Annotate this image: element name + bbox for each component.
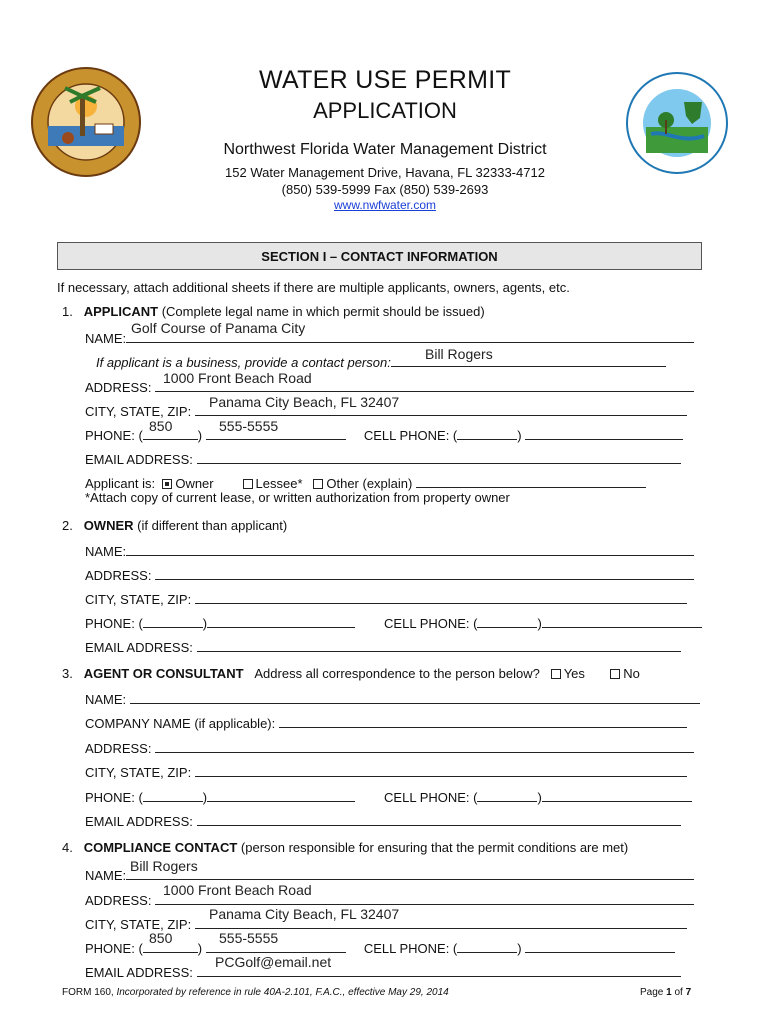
lessee-checkbox[interactable]	[243, 479, 253, 489]
phone-label: PHONE: (	[85, 941, 143, 956]
agent-number: 3.	[62, 666, 73, 681]
agent-address-row	[85, 739, 694, 756]
agent-area-field[interactable]	[143, 788, 203, 802]
applicant-heading	[62, 304, 485, 319]
owner-phone-row: PHONE: ( ) CELL PHONE: ( )	[85, 614, 702, 631]
page-label: Page	[640, 987, 664, 998]
agent-company-field[interactable]	[279, 714, 687, 728]
compliance-name-value: Bill Rogers	[130, 858, 198, 874]
owner-name-row	[85, 542, 694, 559]
csz-label: CITY, STATE, ZIP:	[85, 917, 192, 932]
page-total: 7	[685, 987, 692, 998]
applicant-cell-field[interactable]	[525, 426, 683, 440]
applicant-cell-area-field[interactable]	[457, 426, 517, 440]
owner-note: (if different than applicant)	[137, 518, 288, 533]
cell-label: CELL PHONE: (	[384, 790, 478, 805]
applicant-is-label: Applicant is:	[85, 476, 156, 491]
compliance-phone-value: 555-5555	[219, 930, 279, 946]
agent-csz-row	[85, 763, 687, 780]
applicant-phone-row: PHONE: ( ) CELL PHONE: ( )	[85, 426, 683, 443]
organization-name: Northwest Florida Water Management District	[223, 141, 547, 158]
applicant-number: 1.	[62, 304, 73, 319]
organization-address: 152 Water Management Drive, Havana, FL 32333-4712	[225, 165, 545, 180]
name-label: NAME:	[85, 544, 127, 559]
owner-phone-field[interactable]	[207, 614, 355, 628]
compliance-title: COMPLIANCE CONTACT	[83, 840, 238, 855]
owner-address-row	[85, 566, 694, 583]
name-label: NAME:	[85, 692, 127, 707]
email-label: EMAIL ADDRESS:	[85, 452, 193, 467]
owner-checkbox[interactable]	[162, 479, 172, 489]
agent-email-row	[85, 812, 681, 829]
address-label: ADDRESS:	[85, 568, 152, 583]
name-label: NAME:	[85, 331, 127, 346]
compliance-address-value: 1000 Front Beach Road	[163, 882, 312, 898]
cell-label: CELL PHONE: (	[384, 616, 478, 631]
yes-label: Yes	[563, 666, 585, 681]
page-number: 1	[666, 987, 672, 998]
contact-label: If applicant is a business, provide a contact person:	[96, 355, 391, 370]
compliance-name-field[interactable]	[126, 866, 694, 880]
owner-cell-field[interactable]	[542, 614, 702, 628]
agent-phone-field[interactable]	[207, 788, 355, 802]
owner-name-field[interactable]	[126, 542, 694, 556]
page-indicator	[640, 987, 691, 998]
email-label: EMAIL ADDRESS:	[85, 965, 193, 980]
applicant-type-row	[85, 474, 646, 491]
compliance-csz-value: Panama City Beach, FL 32407	[209, 906, 400, 922]
compliance-email-value: PCGolf@email.net	[215, 954, 332, 970]
agent-phone-row: PHONE: ( ) CELL PHONE: ( )	[85, 788, 692, 805]
incorporation-note: Incorporated by reference in rule 40A-2.101, F.A.C., effective May 29, 2014	[116, 987, 449, 998]
cell-label: CELL PHONE: (	[363, 941, 458, 956]
agent-email-field[interactable]	[197, 812, 681, 826]
email-label: EMAIL ADDRESS:	[85, 814, 193, 829]
name-label: NAME:	[85, 868, 127, 883]
applicant-address-value: 1000 Front Beach Road	[163, 370, 312, 386]
owner-cell-area-field[interactable]	[477, 614, 537, 628]
owner-email-row	[85, 638, 681, 655]
compliance-area-code: 850	[149, 930, 173, 946]
applicant-title: APPLICANT	[83, 304, 159, 319]
owner-option-label: Owner	[175, 476, 214, 491]
applicant-name-value: Golf Course of Panama City	[131, 320, 306, 336]
form-subtitle: APPLICATION	[313, 98, 457, 123]
owner-area-field[interactable]	[143, 614, 203, 628]
owner-title: OWNER	[83, 518, 134, 533]
agent-cell-field[interactable]	[542, 788, 692, 802]
form-number: FORM 160,	[62, 987, 114, 998]
other-option-label: Other (explain)	[326, 476, 413, 491]
lessee-option-label: Lessee*	[255, 476, 303, 491]
compliance-cell-field[interactable]	[525, 939, 675, 953]
applicant-phone-value: 555-5555	[219, 418, 279, 434]
phone-label: PHONE: (	[85, 428, 143, 443]
owner-address-field[interactable]	[155, 566, 694, 580]
company-label: COMPANY NAME (if applicable):	[85, 716, 276, 731]
applicant-email-row	[85, 450, 681, 467]
yes-checkbox[interactable]	[551, 669, 561, 679]
organization-phones: (850) 539-5999 Fax (850) 539-2693	[281, 182, 489, 197]
owner-csz-row	[85, 590, 687, 607]
applicant-contact-row	[96, 353, 666, 370]
applicant-note: (Complete legal name in which permit should be issued)	[161, 304, 485, 319]
footer-form-note	[62, 987, 449, 998]
csz-label: CITY, STATE, ZIP:	[85, 765, 192, 780]
owner-number: 2.	[62, 518, 73, 533]
form-title: WATER USE PERMIT	[258, 66, 512, 94]
applicant-email-field[interactable]	[197, 450, 681, 464]
compliance-heading	[62, 840, 628, 855]
compliance-cell-area-field[interactable]	[457, 939, 517, 953]
address-label: ADDRESS:	[85, 741, 152, 756]
phone-label: PHONE: (	[85, 616, 143, 631]
cell-label: CELL PHONE: (	[363, 428, 458, 443]
page-of: of	[674, 987, 683, 998]
csz-label: CITY, STATE, ZIP:	[85, 404, 192, 419]
email-label: EMAIL ADDRESS:	[85, 640, 193, 655]
agent-name-row	[85, 690, 700, 707]
owner-heading	[62, 518, 287, 533]
no-label: No	[623, 666, 640, 681]
agent-name-field[interactable]	[130, 690, 700, 704]
agent-heading	[62, 666, 640, 681]
other-checkbox[interactable]	[313, 479, 323, 489]
agent-title: AGENT OR CONSULTANT	[83, 666, 244, 681]
section-header	[57, 242, 702, 270]
agent-cell-area-field[interactable]	[477, 788, 537, 802]
other-explain-field[interactable]	[416, 474, 646, 488]
website-link[interactable]: www.nwfwater.com	[333, 198, 437, 212]
no-checkbox[interactable]	[610, 669, 620, 679]
owner-email-field[interactable]	[197, 638, 681, 652]
owner-csz-field[interactable]	[195, 590, 687, 604]
applicant-contact-value: Bill Rogers	[425, 346, 493, 362]
applicant-area-code: 850	[149, 418, 173, 434]
compliance-phone-row: PHONE: ( ) CELL PHONE: ( )	[85, 939, 675, 956]
address-label: ADDRESS:	[85, 893, 152, 908]
agent-address-field[interactable]	[155, 739, 694, 753]
compliance-email-row	[85, 963, 681, 980]
section-title: SECTION I – CONTACT INFORMATION	[261, 248, 498, 264]
compliance-number: 4.	[62, 840, 73, 855]
agent-company-row	[85, 714, 687, 731]
phone-label: PHONE: (	[85, 790, 143, 805]
agent-csz-field[interactable]	[195, 763, 687, 777]
compliance-note: (person responsible for ensuring that the permit conditions are met)	[240, 840, 629, 855]
section-intro: If necessary, attach additional sheets if there are multiple applicants, owners, agents, etc.	[57, 280, 570, 295]
agent-question: Address all correspondence to the person below?	[254, 666, 540, 681]
address-label: ADDRESS:	[85, 380, 152, 395]
applicant-csz-value: Panama City Beach, FL 32407	[209, 394, 400, 410]
lease-note: *Attach copy of current lease, or written authorization from property owner	[85, 490, 510, 505]
csz-label: CITY, STATE, ZIP:	[85, 592, 192, 607]
